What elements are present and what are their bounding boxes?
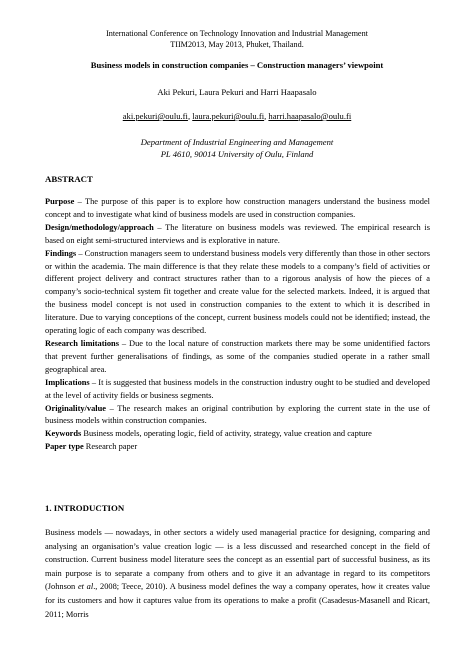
email-link-aki[interactable]: aki.pekuri@oulu.fi [122,111,188,121]
introduction-paragraph: Business models — nowadays, in other sectors a widely used managerial practice for designing, comparing and analysing an organisation’s value creation logic — is a less discussed and researched concept in the field of construction. Current business model literature sees the concept as an essential part of successful business, as its main purpose is to separate a company from others and to give it an advantage in regard to its competitors (Johnson et al., 2008; Teece, 2010). A business model defines the way a company operates, how it creates value for its customers and how it captures value from its operations to make a profit (Casadesus-Masanell and Ricart, 2011; Morris [45,528,431,619]
conference-line-1: International Conference on Technology Innovation and Industrial Management [106,29,368,38]
abstract-keywords: Keywords Business models, operating logic, field of activity, strategy, value creation and capture [45,429,372,439]
affiliation-department: Department of Industrial Engineering and Management [140,137,334,147]
email-link-laura[interactable]: laura.pekuri@oulu.fi [192,111,265,121]
abstract-implications: Implications – It is suggested that business models in the construction industry ought to be studied and developed at the level of activity fields or business segments. [45,377,430,400]
authors: Aki Pekuri, Laura Pekuri and Harri Haapasalo [157,87,317,97]
abstract-purpose: Purpose – The purpose of this paper is to explore how construction managers understand the business model concept and to investigate what kind of business models are used in construction companies. [45,197,430,219]
abstract-body [45,196,430,454]
abstract-originality: Originality/value – The research makes an original contribution by exploring the current state in the use of business models within construction companies. [45,403,430,426]
conference-line-2: TIIM2013, May 2013, Phuket, Thailand. [170,40,304,49]
abstract-limitations: Research limitations – Due to the local nature of construction markets there may be some unidentified factors that prevent further generalisations of findings, as some of the companies studied operate in a rather small geographical area. [45,338,430,374]
author-emails: aki.pekuri@oulu.fi, laura.pekuri@oulu.fi, harri.haapasalo@oulu.fi [122,111,352,121]
abstract-findings: Findings – Construction managers seem to understand business models very differently than those in other sectors or within the academia. The main difference is that they relate these models to a company’s field of activities or different project delivery and contract structures rather than to a rigorous analysis of how the pieces of a company’s socio-technical system fit together and create value for the selected markets. Indeed, it is argued that the business model concept is not used in construction companies to the extent to which it is described in literature. Due to varying conceptions of the concept, current business models could not be identified; instead, the operating logic of each company was described. [45,248,430,336]
introduction-heading: 1. INTRODUCTION [45,503,125,513]
email-link-harri[interactable]: harri.haapasalo@oulu.fi [268,111,352,121]
abstract-paper-type: Paper type Research paper [45,442,138,452]
paper-title: Business models in construction companies – Construction managers’ viewpoint [90,60,384,70]
abstract-design: Design/methodology/approach – The literature on business models was reviewed. The empirical research is based on eight semi-structured interviews and is explorative in nature. [45,222,430,245]
affiliation-address: PL 4610, 90014 University of Oulu, Finland [160,149,314,159]
abstract-heading: ABSTRACT [45,174,93,184]
